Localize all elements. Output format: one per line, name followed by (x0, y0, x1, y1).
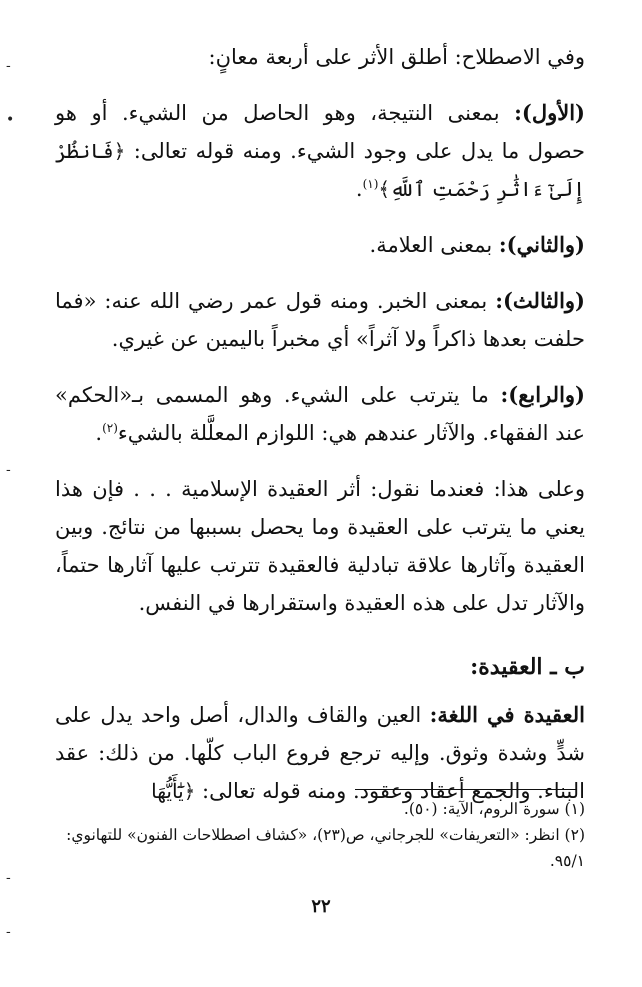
paragraph-fourth-label: (والرابع): (500, 382, 585, 407)
margin-mark: - (6, 58, 11, 74)
section-heading: ب ـ العقيدة: (470, 654, 585, 680)
paragraph-second-text: بمعنى العلامة. (369, 233, 499, 257)
page-number: ٢٢ (311, 896, 331, 917)
paragraph-fourth-end: . (95, 421, 103, 445)
paragraph-first: (الأول): بمعنى النتيجة، وهو الحاصل من الشيء. أو هو حصول ما يدل على وجود الشيء. ومنه قوله تعالى: ﴿فَانظُرْ إِلَىٰٓ ءَاثَٰرِ رَحْمَتِ ٱللَّهِ﴾$^{(١)}$. (55, 100, 585, 201)
margin-mark: - (6, 870, 11, 886)
footnote-1: (١) سورة الروم، الآية: (٥٠). (403, 800, 585, 818)
paragraph-fourth-text: ما يترتب على الشيء. وهو المسمى بـ«الحكم» عند الفقهاء. والآثار عندهم هي: اللوازم المعلَّلة بالشيء (55, 383, 585, 445)
paragraph-lexical (55, 696, 585, 810)
intro-line: وفي الاصطلاح: أطلق الأثر على أربعة معانٍ: (208, 45, 585, 69)
paragraph-second-label: (والثاني): (498, 232, 585, 257)
margin-mark: - (6, 924, 11, 940)
paragraph-fourth (55, 376, 585, 452)
margin-mark: • (6, 112, 15, 128)
margin-mark: - (6, 462, 11, 478)
footnote-divider (355, 789, 577, 790)
paragraph-third-text: بمعنى الخبر. ومنه قول عمر رضي الله عنه: «فما حلفت بعدها ذاكراً ولا آثراً» أي مخبراً باليمين عن غيري. (55, 289, 585, 351)
paragraph-third (55, 282, 585, 358)
footnotes (55, 796, 585, 874)
paragraph-conclusion: وعلى هذا: فعندما نقول: أثر العقيدة الإسلامية . . . فإن هذا يعني ما يترتب على العقيدة وما يحصل بسببها من نتائج. وبين العقيدة وآثارها علاقة تبادلية فالعقيدة تترتب عليها آثارها حتماً، والآثار تدل على هذه العقيدة واستقرارها في النفس. (55, 477, 585, 615)
paragraph-lexical-label: العقيدة في اللغة: (429, 702, 585, 727)
footnote-ref-2[interactable]: (٢) (102, 421, 118, 435)
paragraph-first-label: (الأول): (514, 100, 585, 125)
quran-verse: ﴿فَانظُرْ إِلَىٰٓ ءَاثَٰرِ رَحْمَتِ ٱللَّهِ﴾ (55, 139, 585, 201)
paragraph-lexical-text: العين والقاف والدال، أصل واحد يدل على شدٍّ وشدة وثوق. وإليه ترجع فروع الباب كلّها. من ذلك: عقد البناء. والجمع أعقاد وعقود. ومنه قوله تعالى: (55, 703, 585, 803)
quran-verse-start: ﴿يَٰٓأَيُّهَا (151, 779, 196, 803)
footnote-ref-1[interactable]: (١) (362, 177, 379, 191)
footnote-2: (٢) انظر: «التعريفات» للجرجاني، ص(٢٣)، «كشاف اصطلاحات الفنون» للتهانوي: ٩٥/١. (66, 826, 585, 870)
paragraph-second (55, 226, 585, 264)
paragraph-first-text: بمعنى النتيجة، وهو الحاصل من الشيء. أو هو حصول ما يدل على وجود الشيء. ومنه قوله تعالى: (55, 101, 585, 163)
main-text (55, 38, 585, 810)
paragraph-third-label: (والثالث): (495, 288, 585, 313)
